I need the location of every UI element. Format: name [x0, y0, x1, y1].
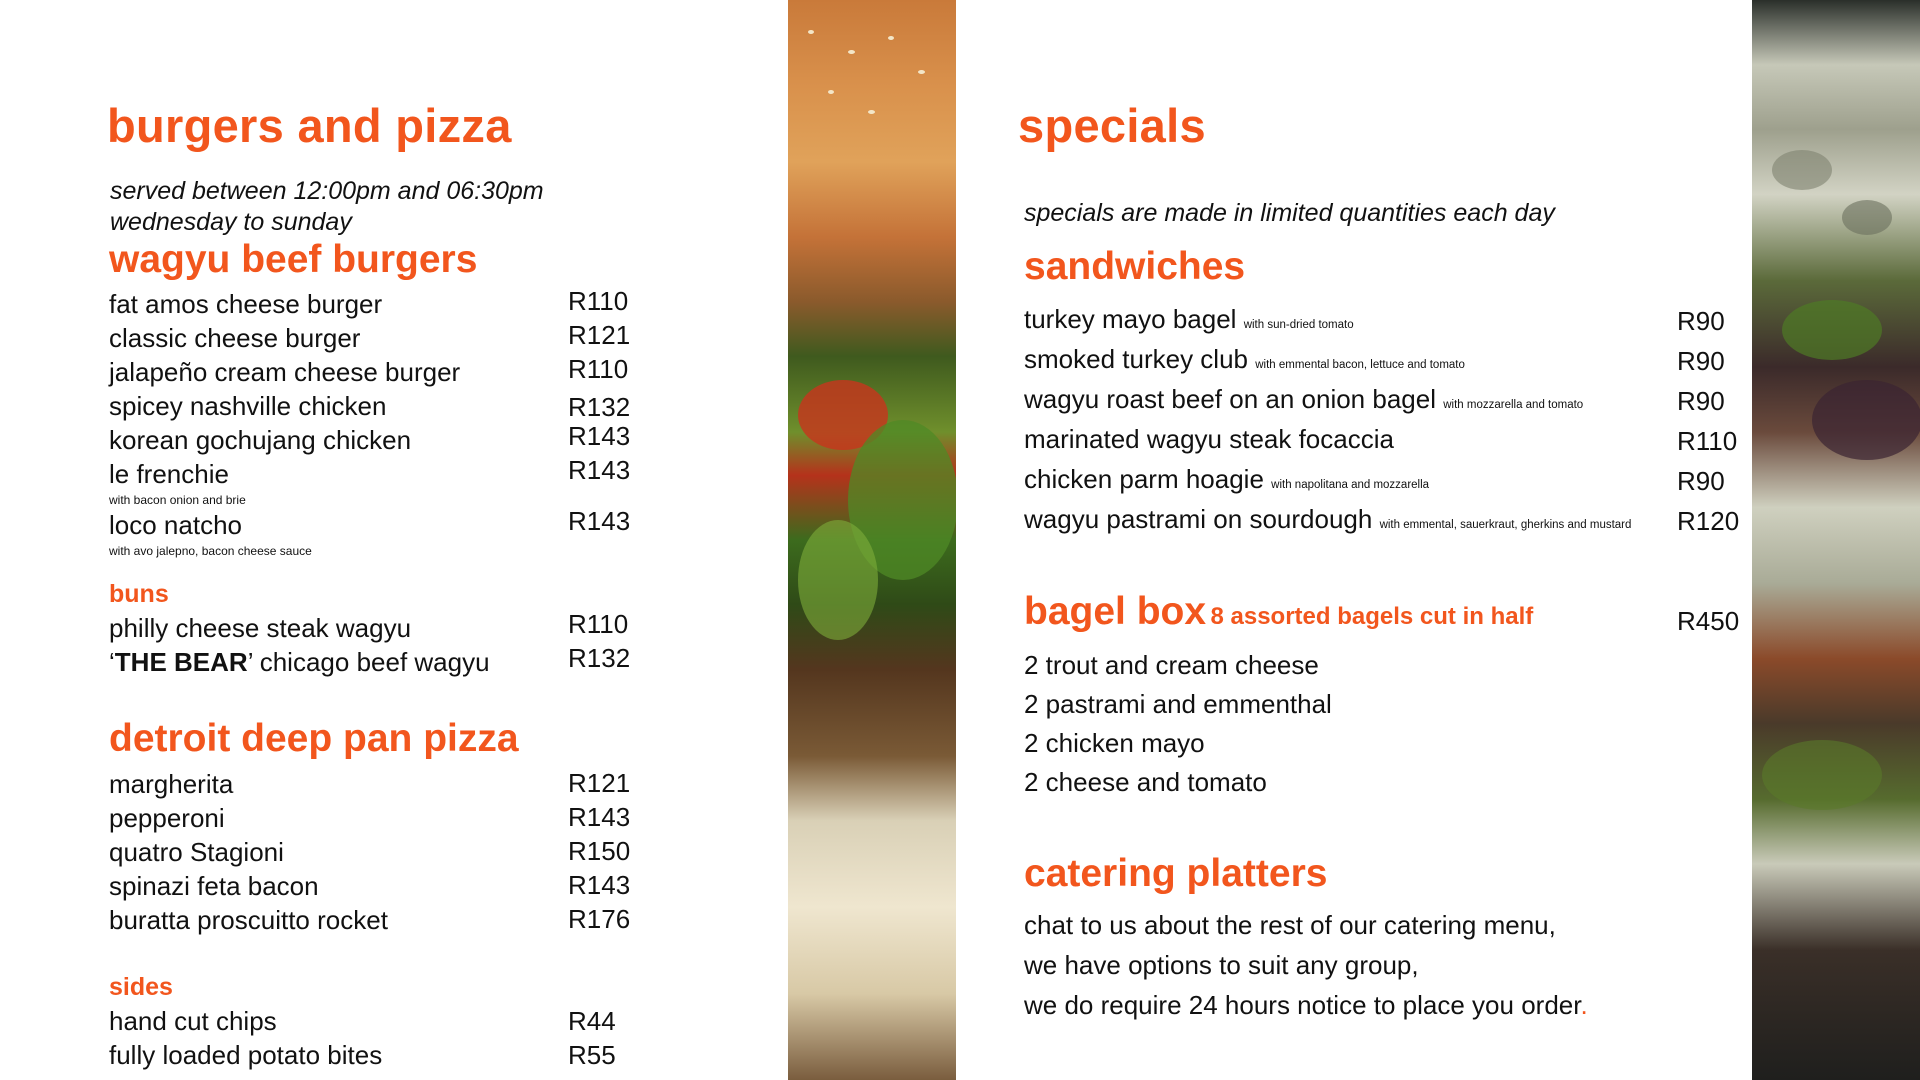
menu-item-price: R176 [568, 904, 631, 934]
menu-item-price: R132 [568, 392, 631, 422]
menu-item-price: R143 [568, 421, 631, 451]
open-quote: ‘ [109, 647, 115, 677]
list-item: 2 cheese and tomato [1024, 767, 1267, 797]
menu-item-name: loco natcho [109, 510, 242, 540]
menu-item-price: R110 [1677, 426, 1738, 456]
orange-period: . [1580, 990, 1588, 1020]
menu-item-note: with bacon onion and brie [109, 493, 246, 507]
menu-item-name [1024, 344, 1465, 375]
menu-item-label: turkey mayo bagel [1024, 304, 1237, 334]
menu-item-name: jalapeño cream cheese burger [109, 357, 461, 387]
menu-item-label: smoked turkey club [1024, 344, 1248, 374]
menu-item-label: wagyu pastrami on sourdough [1024, 504, 1373, 534]
menu-item-name: buratta proscuitto rocket [109, 905, 388, 935]
menu-item-note: with emmental, sauerkraut, gherkins and mustard [1379, 519, 1632, 531]
heading-sandwiches: sandwiches [1024, 245, 1246, 288]
heading-detroit-pizza: detroit deep pan pizza [109, 717, 519, 760]
menu-item-label: chicken parm hoagie [1024, 464, 1264, 494]
menu-item-price: R110 [568, 609, 629, 639]
serving-hours-line-1: served between 12:00pm and 06:30pm [110, 177, 544, 205]
menu-item-name: classic cheese burger [109, 323, 361, 353]
serving-hours-line-2: wednesday to sunday [110, 208, 352, 236]
menu-item-note: with napolitana and mozzarella [1271, 479, 1430, 491]
the-bear-rest: ’ chicago beef wagyu [247, 647, 490, 677]
bagel-box-price: R450 [1677, 606, 1740, 636]
heading-buns: buns [109, 580, 169, 608]
menu-item-note: with emmental bacon, lettuce and tomato [1255, 359, 1465, 371]
menu-item-price: R90 [1677, 306, 1725, 336]
sandwich-photo-strip [1752, 0, 1920, 1080]
menu-item-label: wagyu roast beef on an onion bagel [1024, 384, 1436, 414]
catering-line: we have options to suit any group, [1024, 950, 1419, 980]
menu-item-name [1024, 304, 1354, 335]
heading-bagel-box: bagel box [1024, 590, 1207, 633]
menu-item-price: R121 [568, 320, 631, 350]
menu-item-note: with sun-dried tomato [1243, 319, 1354, 331]
menu-item-name [1024, 384, 1583, 415]
menu-item-name: le frenchie [109, 459, 229, 489]
menu-item-price: R90 [1677, 346, 1725, 376]
menu-item-price: R143 [568, 506, 631, 536]
menu-item-name: spinazi feta bacon [109, 871, 319, 901]
bagel-box-header [1024, 590, 1533, 634]
serving-hours [110, 176, 544, 238]
section-title-specials: specials [1018, 99, 1206, 152]
menu-item-price: R143 [568, 802, 631, 832]
list-item: 2 chicken mayo [1024, 728, 1205, 758]
menu-item-price: R110 [568, 286, 629, 316]
menu-item-price: R120 [1677, 506, 1740, 536]
menu-item-name-the-bear [109, 647, 490, 678]
list-item: 2 pastrami and emmenthal [1024, 689, 1332, 719]
menu-item-name: spicey nashville chicken [109, 391, 387, 421]
menu-item-name: margherita [109, 769, 234, 799]
menu-item-price: R110 [568, 354, 629, 384]
catering-line: chat to us about the rest of our catering menu, [1024, 910, 1556, 940]
menu-item-name: quatro Stagioni [109, 837, 284, 867]
heading-catering-platters: catering platters [1024, 852, 1328, 895]
heading-sides: sides [109, 973, 173, 1001]
menu-item-note: with mozzarella and tomato [1443, 399, 1584, 411]
menu-item-price: R143 [568, 870, 631, 900]
menu-item-note: with avo jalepno, bacon cheese sauce [109, 544, 312, 558]
menu-item-name: korean gochujang chicken [109, 425, 412, 455]
menu-item-name: fat amos cheese burger [109, 289, 383, 319]
menu-item-name: pepperoni [109, 803, 225, 833]
menu-item-name: hand cut chips [109, 1006, 277, 1036]
catering-line-text: we do require 24 hours notice to place you order [1024, 990, 1581, 1020]
bagel-box-tagline: 8 assorted bagels cut in half [1210, 603, 1534, 630]
heading-wagyu-beef-burgers: wagyu beef burgers [109, 238, 478, 281]
menu-item-name: philly cheese steak wagyu [109, 613, 412, 643]
menu-item-price: R132 [568, 643, 631, 673]
menu-item-name [1024, 504, 1631, 535]
menu-item-price: R90 [1677, 386, 1725, 416]
catering-line [1024, 990, 1588, 1021]
menu-item-price: R90 [1677, 466, 1725, 496]
menu-item-label: marinated wagyu steak focaccia [1024, 424, 1394, 454]
the-bear-label: THE BEAR [114, 647, 248, 677]
menu-item-name [1024, 424, 1394, 455]
menu-item-name: fully loaded potato bites [109, 1040, 383, 1070]
menu-item-price: R44 [568, 1006, 616, 1036]
burger-photo-strip [788, 0, 956, 1080]
menu-item-price: R143 [568, 455, 631, 485]
list-item: 2 trout and cream cheese [1024, 650, 1319, 680]
section-title-burgers-pizza: burgers and pizza [107, 99, 512, 152]
menu-item-price: R121 [568, 768, 631, 798]
menu-item-name [1024, 464, 1429, 495]
menu-item-price: R55 [568, 1040, 616, 1070]
menu-item-price: R150 [568, 836, 631, 866]
specials-subtitle: specials are made in limited quantities each day [1024, 199, 1555, 227]
